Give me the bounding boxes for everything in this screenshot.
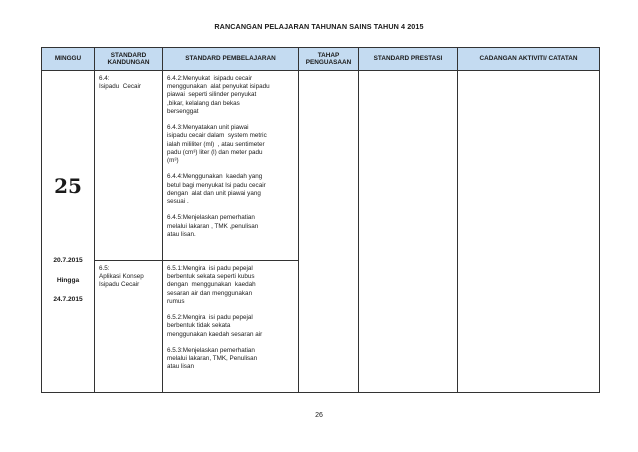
header-minggu: MINGGU — [42, 48, 95, 71]
table-row — [42, 71, 600, 261]
pembelajaran-text: 6.4.2:Menyukat isipadu cecair menggunakan alat penyukat isipadu piawai seperti silinder penyukat ,bikar, kelalang dan bekas bersenggat 6.4.3:Menyatakan unit piawai isipadu cecair dalam system metric ialah mililiter (ml) , atau sentimeter padu (cm³) liter (l) dan meter padu (m³) 6.4.4:Menggunakan kaedah yang betul bagi menyukat Isi padu cecair dengan alat dan unit piawai yang sesuai . 6.4.5:Menjelaskan pemerhatian melalui lakaran , TMK ,penulisan atau lisan. — [167, 75, 270, 238]
week-date-separator: Hingga — [56, 277, 80, 284]
header-cadangan-aktiviti: CADANGAN AKTIVITI/ CATATAN — [458, 48, 600, 71]
kandungan-text: 6.4: Isipadu Cecair — [99, 75, 141, 91]
aktiviti-cell — [458, 71, 600, 393]
kandungan-text: 6.5: Aplikasi Konsep Isipadu Cecair — [99, 265, 144, 289]
pembelajaran-cell — [163, 71, 299, 261]
week-number: 25 — [54, 174, 82, 198]
table-header-row — [42, 48, 600, 71]
prestasi-cell — [359, 71, 458, 393]
header-tahap-penguasaan: TAHAP PENGUASAAN — [299, 48, 359, 71]
page-number: 26 — [315, 412, 323, 419]
kandungan-cell — [95, 71, 163, 261]
week-end-date: 24.7.2015 — [53, 296, 83, 303]
header-standard-prestasi: STANDARD PRESTASI — [359, 48, 458, 71]
document-title: RANCANGAN PELAJARAN TAHUNAN SAINS TAHUN 4 2015 — [214, 22, 424, 31]
header-standard-pembelajaran: STANDARD PEMBELAJARAN — [163, 48, 299, 71]
kandungan-cell — [95, 261, 163, 393]
pembelajaran-cell — [163, 261, 299, 393]
week-start-date: 20.7.2015 — [53, 257, 83, 264]
week-cell — [42, 71, 95, 393]
tahap-cell — [299, 71, 359, 393]
pembelajaran-text: 6.5.1:Mengira isi padu pepejal berbentuk sekata seperti kubus dengan menggunakan kaedah sesaran air dan menggunakan rumus 6.5.2:Mengira isi padu pepejal berbentuk tidak sekata menggunakan kaedah sesaran air 6.5.3:Menjelaskan pemerhatian melalui lakaran, TMK, Penulisan atau lisan — [167, 265, 263, 371]
rpt-table — [41, 47, 600, 393]
header-standard-kandungan: STANDARD KANDUNGAN — [95, 48, 163, 71]
